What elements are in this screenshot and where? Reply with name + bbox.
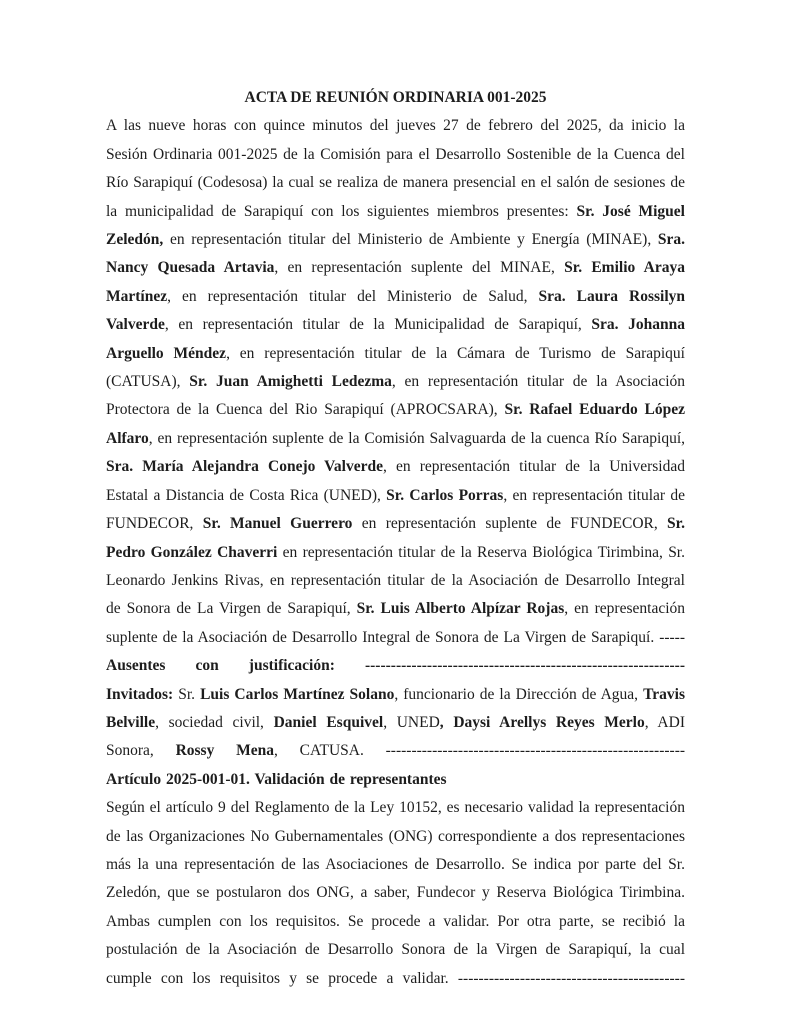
bold-text-run: , Daysi Arellys Reyes Merlo bbox=[439, 713, 645, 731]
article-heading bbox=[106, 766, 685, 794]
bold-text-run: Artículo 2025-001-01. Validación de representantes bbox=[106, 770, 447, 788]
text-run: , sociedad civil, bbox=[155, 713, 274, 731]
text-run: , en representación suplente de la Comisión Salvaguarda de la cuenca Río Sarapiquí, bbox=[148, 429, 686, 447]
bold-text-run: Sra. Laura Rossilyn Valverde bbox=[106, 287, 685, 334]
text-run: , ADI Sonora, bbox=[106, 713, 685, 760]
bold-text-run: Luis Carlos Martínez Solano bbox=[200, 685, 395, 703]
bold-text-run: Sr. Emilio Araya Martínez bbox=[106, 259, 685, 305]
text-run: en representación titular de la Reserva Biológica Tirimbina, Sr. Leonardo Jenkins Rivas, en representación titular de la Asociación de Desarrollo Integral de Sonora de La Virgen de Sarapiquí, bbox=[106, 543, 685, 618]
guests-paragraph bbox=[106, 681, 685, 766]
bold-text-run: Sra. Johanna Arguello Méndez bbox=[106, 316, 685, 362]
text-run: , en representación titular de la Universidad Estatal a Distancia de Costa Rica (UNED), bbox=[106, 458, 685, 504]
bold-text-run: Sra. Nancy Quesada Artavia bbox=[106, 231, 685, 277]
bold-text-run: Sr. Luis Alberto Alpízar Rojas bbox=[356, 600, 565, 618]
text-run: , en representación titular de la Cámara de Turismo de Sarapiquí (CATUSA), bbox=[106, 344, 685, 391]
bold-text-run: Sr. Juan Amighetti Ledezma bbox=[189, 373, 392, 391]
text-run: Según el artículo 9 del Reglamento de la Ley 10152, es necesario validad la representación de las Organizaciones No Gubernamentales (ONG) correspondiente a dos representaciones más la una representación de las Asociaciones de Desarrollo. Se indica por parte del Sr. Zeledón, que se postularon dos ONG, a saber, Fundecor y Reserva Biológica Tirimbina. Ambas cumplen con los requisitos. Se procede a validar. Por otra parte, se recibió la postulación de la Asociación de Desarrollo Sonora de la Virgen de Sarapiquí, la cual cumple con los requisitos y se procede a validar. bbox=[106, 799, 685, 987]
document-body bbox=[106, 112, 685, 993]
bold-text-run: Sr. Carlos Porras bbox=[386, 486, 504, 504]
bold-text-run: Sr. Rafael Eduardo López Alfaro bbox=[106, 401, 685, 447]
text-run: , en representación titular de la Municipalidad de Sarapiquí, bbox=[164, 316, 592, 334]
text-run: , en representación suplente del MINAE, bbox=[274, 259, 565, 277]
bold-text-run: -------------------------------------------------------------- bbox=[364, 657, 685, 675]
bold-text-run: Sr. José Miguel Zeledón, bbox=[106, 202, 685, 249]
bold-text-run: Travis Belville bbox=[106, 685, 685, 731]
absent-with-justification-line bbox=[106, 652, 685, 680]
text-run: en representación suplente de FUNDECOR, bbox=[352, 515, 668, 533]
text-run: , en representación titular de la Asociación Protectora de la Cuenca del Rio Sarapiquí (APROCSARA), bbox=[106, 373, 686, 419]
text-run: en representación titular del Ministerio de Ambiente y Energía (MINAE), bbox=[163, 231, 658, 249]
text-run: , funcionario de la Dirección de Agua, bbox=[394, 685, 644, 703]
bold-text-run: Sra. María Alejandra Conejo Valverde bbox=[106, 458, 384, 476]
text-run: Sr. bbox=[173, 685, 201, 703]
text-run: ---------------------------------------------------------- bbox=[385, 742, 686, 760]
bold-text-run: Rossy Mena bbox=[175, 742, 275, 760]
text-run: , en representación suplente de la Asociación de Desarrollo Integral de Sonora de La Virgen de Sarapiquí. ----- bbox=[106, 600, 686, 646]
text-run: , CATUSA. bbox=[274, 742, 386, 760]
text-run: -------------------------------------------- bbox=[457, 969, 685, 987]
text-run: , en representación titular de FUNDECOR, bbox=[106, 486, 685, 533]
attendance-paragraph bbox=[106, 112, 685, 652]
bold-text-run: Daniel Esquivel bbox=[273, 713, 384, 731]
article-body-paragraph bbox=[106, 794, 685, 993]
text-run: , en representación titular del Ministerio de Salud, bbox=[167, 287, 539, 305]
bold-text-run: Invitados: bbox=[106, 685, 174, 703]
bold-text-run: Ausentes con justificación: bbox=[106, 657, 365, 675]
bold-text-run: Sr. Pedro González Chaverri bbox=[106, 515, 685, 561]
text-run: A las nueve horas con quince minutos del jueves 27 de febrero del 2025, da inicio la Sesión Ordinaria 001-2025 de la Comisión para el Desarrollo Sostenible de la Cuenca del Río Sarapiquí (Codesosa) la cual se realiza de manera presencial en el salón de sesiones de la municipalidad de Sarapiquí con los siguientes miembros presentes: bbox=[106, 117, 685, 220]
bold-text-run: Sr. Manuel Guerrero bbox=[202, 515, 353, 533]
text-run: , UNED bbox=[383, 713, 440, 731]
document-title: ACTA DE REUNIÓN ORDINARIA 001-2025 bbox=[244, 89, 547, 106]
